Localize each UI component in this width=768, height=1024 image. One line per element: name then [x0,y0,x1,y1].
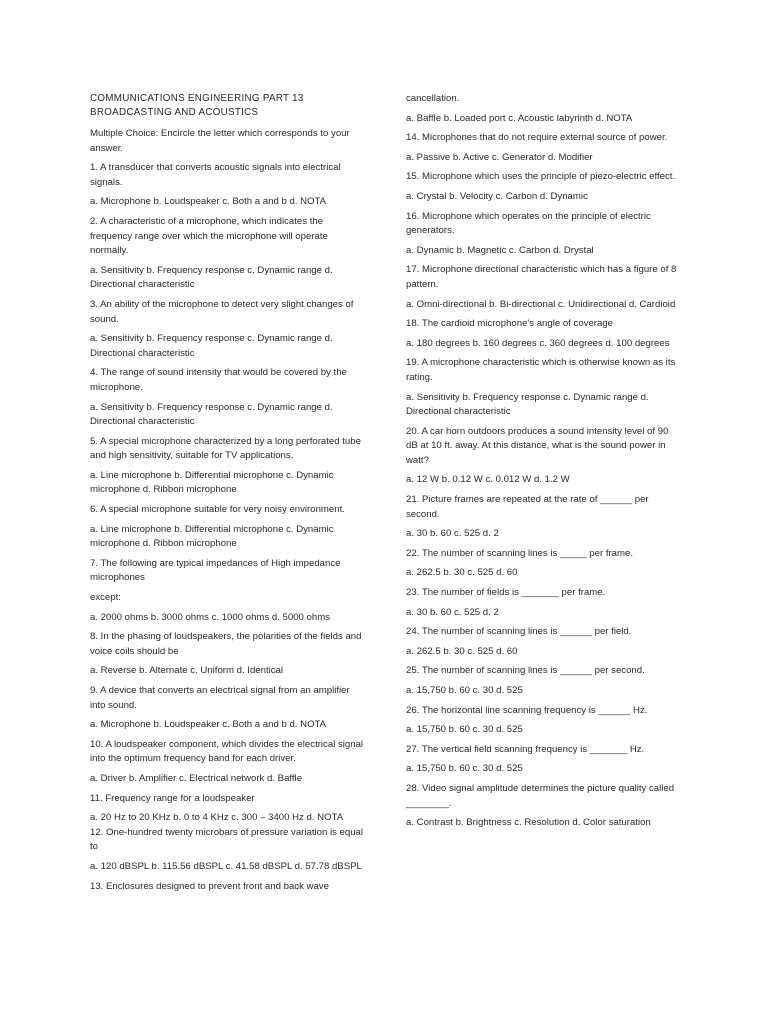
question-4: 4. The range of sound intensity that would be covered by the microphone. [90,367,347,393]
document-title: COMMUNICATIONS ENGINEERING PART 13 [90,93,304,104]
choices-7: a. 2000 ohms b. 3000 ohms c. 1000 ohms d. 5000 ohms [90,611,330,623]
question-22: 22. The number of scanning lines is _____ per frame. [406,547,634,559]
question-12: 12. One-hundred twenty microbars of pressure variation is equal to [90,826,364,853]
document-subtitle: BROADCASTING AND ACOUSTICS [90,107,259,118]
choices-25: a. 15,750 b. 60 c. 30 d. 525 [406,685,523,696]
choices-16: a. Dynamic b. Magnetic c. Carbon d. Drystal [406,244,594,256]
question-3: 3. An ability of the microphone to detect very slight changes of sound. [90,298,354,325]
choices-10: a. Driver b. Amplifier c. Electrical network d. Baffle [90,772,303,784]
choices-26: a. 15,750 b. 60 c. 30 d. 525 [406,724,523,736]
question-27: 27. The vertical field scanning frequency is _______ Hz. [406,743,645,755]
choices-1: a. Microphone b. Loudspeaker c. Both a and b d. NOTA [90,196,327,208]
choices-9: a. Microphone b. Loudspeaker c. Both a and b d. NOTA [90,719,327,731]
question-18: 18. The cardioid microphone's angle of coverage [406,318,613,330]
choices-14: a. Passive b. Active c. Generator d. Modifier [406,151,593,163]
instructions: Multiple Choice: Encircle the letter which corresponds to your answer. [90,128,350,154]
document-header [90,92,366,120]
choices-27: a. 15,750 b. 60 c. 30 d. 525 [406,763,523,775]
question-13-cont: cancellation. [406,93,460,104]
choices-8: a. Reverse b. Alternate c. Uniform d. Identical [90,665,284,677]
choices-23: a. 30 b. 60 c. 525 d. 2 [406,606,499,618]
question-19: 19. A microphone characteristic which is otherwise known as its rating. [406,357,676,383]
question-2: 2. A characteristic of a microphone, which indicates the frequency range over which the microphone will operate normally. [90,215,328,257]
question-7-except: except: [90,592,121,604]
question-20: 20. A car horn outdoors produces a sound intensity level of 90 dB at 10 ft. away. At this distance, what is the sound power in watt? [406,425,669,466]
question-17: 17. Microphone directional characteristic which has a figure of 8 pattern. [406,264,677,290]
question-16: 16. Microphone which operates on the principle of electric generators. [406,210,651,237]
question-28: 28. Video signal amplitude determines the picture quality called ________. [406,782,675,809]
choices-24: a. 262.5 b. 30 c. 525 d. 60 [406,645,518,657]
choices-13: a. Baffle b. Loaded port c. Acoustic labyrinth d. NOTA [406,112,633,124]
choices-6: a. Line microphone b. Differential microphone c. Dynamic microphone d. Ribbon microphone [90,523,334,550]
question-1: 1. A transducer that converts acoustic signals into electrical signals. [90,162,341,188]
question-24: 24. The number of scanning lines is ______ per field. [406,626,632,638]
question-25: 25. The number of scanning lines is ______ per second. [406,665,645,677]
choices-28: a. Contrast b. Brightness c. Resolution d. Color saturation [406,817,651,829]
choices-15: a. Crystal b. Velocity c. Carbon d. Dynamic [406,190,588,202]
choices-4: a. Sensitivity b. Frequency response c. Dynamic range d. Directional characteristic [90,401,333,428]
choices-2: a. Sensitivity b. Frequency response c. Dynamic range d. Directional characteristic [90,264,333,291]
question-23: 23. The number of fields is _______ per frame. [406,587,606,599]
question-7: 7. The following are typical impedances of High impedance microphones [90,557,341,584]
choices-3: a. Sensitivity b. Frequency response c. Dynamic range d. Directional characteristic [90,333,333,359]
choices-17: a. Omni-directional b. Bi-directional c. Unidirectional d. Cardioid [406,298,676,310]
question-21: 21. Picture frames are repeated at the rate of ______ per second. [406,494,649,520]
question-15: 15. Microphone which uses the principle of piezo-electric effect. [406,171,676,183]
question-11: 11. Frequency range for a loudspeaker [90,792,255,804]
question-6: 6. A special microphone suitable for very noisy environment. [90,504,345,516]
question-8: 8. In the phasing of loudspeakers, the polarities of the fields and voice coils should be [90,631,362,657]
choices-11: a. 20 Hz to 20 KHz b. 0 to 4 KHz c. 300 – 3400 Hz d. NOTA [90,812,344,824]
question-26: 26. The horizontal line scanning frequency is ______ Hz. [406,704,648,716]
right-column [406,92,682,836]
choices-21: a. 30 b. 60 c. 525 d. 2 [406,528,499,540]
question-14: 14. Microphones that do not require external source of power. [406,132,668,144]
question-5: 5. A special microphone characterized by a long perforated tube and high sensitivity, suitable for TV applications. [90,435,361,462]
question-10: 10. A loudspeaker component, which divides the electrical signal into the optimum frequency band for each driver. [90,738,364,765]
choices-12: a. 120 dBSPL b. 115.56 dBSPL c. 41.58 dBSPL d. 57.78 dBSPL [90,860,362,872]
choices-20: a. 12 W b. 0.12 W c. 0.012 W d. 1.2 W [406,474,570,486]
left-column [90,92,366,899]
question-13: 13. Enclosures designed to prevent front and back wave [90,880,329,892]
choices-5: a. Line microphone b. Differential microphone c. Dynamic microphone d. Ribbon microphone [90,469,334,496]
question-9: 9. A device that converts an electrical signal from an amplifier into sound. [90,685,350,711]
choices-22: a. 262.5 b. 30 c. 525 d. 60 [406,567,518,579]
choices-18: a. 180 degrees b. 160 degrees c. 360 degrees d. 100 degrees [406,337,670,349]
choices-19: a. Sensitivity b. Frequency response c. Dynamic range d. Directional characteristic [406,391,649,418]
